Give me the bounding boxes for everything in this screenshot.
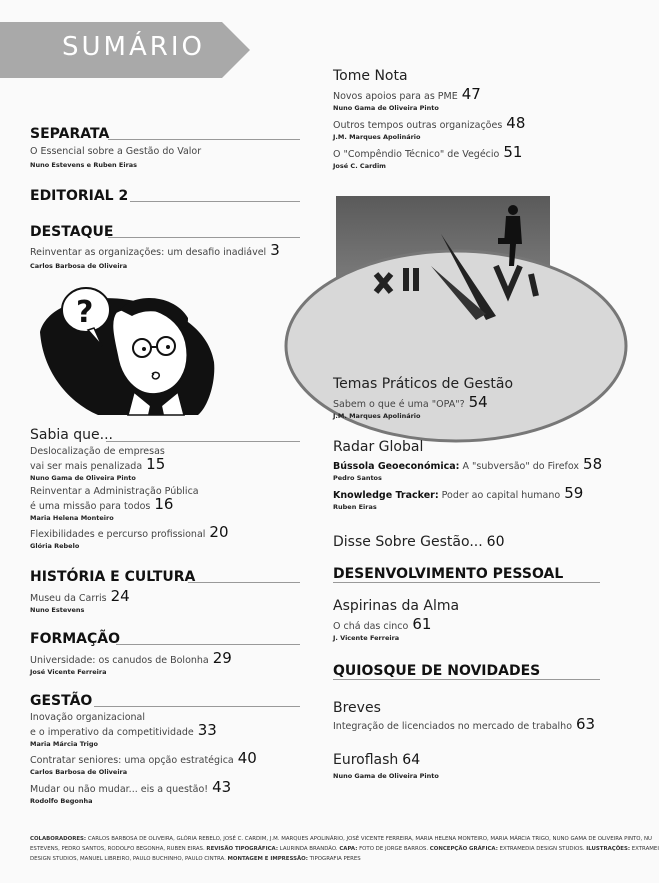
- article-line: [30, 749, 257, 767]
- page-number: 60: [486, 534, 505, 550]
- article-author: Rodolfo Begonha: [30, 797, 93, 805]
- article-title: Deslocalização de empresas: [30, 446, 165, 457]
- section-heading-aspirinas: Aspirinas da Alma: [333, 598, 460, 614]
- article-title: Reinventar as organizações: um desafio inadiável: [30, 247, 267, 258]
- article-author: Maria Helena Monteiro: [30, 514, 114, 522]
- page-number: 58: [583, 455, 603, 473]
- page-number: 48: [506, 114, 526, 132]
- page-number: 16: [154, 495, 174, 513]
- section-heading-separata: SEPARATA: [30, 126, 110, 142]
- rule: [108, 237, 300, 238]
- article-title: O Essencial sobre a Gestão do Valor: [30, 146, 202, 157]
- clock-businessman-photo: [336, 196, 550, 362]
- article-title: Contratar seniores: uma opção estratégica: [30, 755, 234, 766]
- article-author: Carlos Barbosa de Oliveira: [30, 262, 128, 270]
- section-heading-breves: Breves: [333, 700, 381, 716]
- article-line: [30, 495, 174, 513]
- article-author: J.M. Marques Apolinário: [333, 412, 421, 420]
- rule: [94, 706, 300, 707]
- page-number: 43: [212, 778, 232, 796]
- page-number: 59: [564, 484, 584, 502]
- article-author: José C. Cardim: [333, 162, 386, 170]
- article-line: [30, 523, 229, 541]
- article-author: J.M. Marques Apolinário: [333, 133, 421, 141]
- article-line: [30, 455, 166, 473]
- section-heading-formacao: FORMAÇÃO: [30, 631, 121, 647]
- article-author: Nuno Estevens e Ruben Eiras: [30, 161, 138, 169]
- article-line: [30, 649, 232, 667]
- article-author: Nuno Gama de Oliveira Pinto: [30, 474, 136, 482]
- article-line: [333, 393, 488, 411]
- rule: [108, 139, 300, 140]
- article-line: [30, 587, 130, 605]
- article-title: A "subversão" do Firefox: [459, 461, 580, 472]
- section-heading-euroflash: [333, 752, 420, 768]
- page-number: 51: [503, 143, 523, 161]
- article-title: Reinventar a Administração Pública: [30, 486, 199, 497]
- section-heading-gestao: GESTÃO: [30, 693, 93, 709]
- article-author: Glória Rebelo: [30, 542, 80, 550]
- article-title: Universidade: os canudos de Bolonha: [30, 655, 209, 666]
- article-title: O chá das cinco: [333, 621, 409, 632]
- column-name: Bússola Geoeconómica:: [333, 461, 460, 472]
- article-line: [30, 778, 232, 796]
- article-line: [333, 715, 596, 733]
- article-author: Maria Márcia Trigo: [30, 740, 98, 748]
- article-author: J. Vicente Ferreira: [333, 634, 400, 642]
- section-heading-tome-nota: Tome Nota: [333, 68, 408, 84]
- article-title: Museu da Carris: [30, 593, 107, 604]
- article-author: Nuno Gama de Oliveira Pinto: [333, 104, 439, 112]
- article-author: Nuno Gama de Oliveira Pinto: [333, 772, 439, 780]
- section-heading-editorial: EDITORIAL 2: [30, 188, 129, 204]
- article-title: Novos apoios para as PME: [333, 91, 458, 102]
- cartoon-illustration: [38, 282, 218, 417]
- page-number: 15: [146, 455, 166, 473]
- page-number: 47: [461, 85, 481, 103]
- page-number: 20: [209, 523, 229, 541]
- article-line: [333, 615, 432, 633]
- rule: [333, 582, 600, 583]
- article-title: e o imperativo da competitividade: [30, 727, 194, 738]
- article-title: O "Compêndio Técnico" de Vegécio: [333, 149, 500, 160]
- section-heading-disse: [333, 534, 505, 550]
- article-title: Outros tempos outras organizações: [333, 120, 503, 131]
- article-author: Ruben Eiras: [333, 503, 377, 511]
- page-number: 33: [197, 721, 217, 739]
- article-line: [333, 85, 481, 103]
- article-title: Mudar ou não mudar... eis a questão!: [30, 784, 209, 795]
- page-number: 54: [468, 393, 488, 411]
- article-line: [30, 721, 217, 739]
- credits-line-2: ESTEVENS, PEDRO SANTOS, RODOLFO BEGONHA, RUBEN EIRAS. REVISÃO TIPOGRÁFICA: LAURINDA BRANDÃO. CAPA: FOTO DE JORGE BARROS. CONCEPÇÃO GRÁFICA: EXTRAMEDIA DESIGN STUDIOS. ILUSTRAÇÕES: EXTRAMEI: [30, 846, 659, 852]
- article-line: [30, 241, 280, 259]
- page-number: 61: [412, 615, 432, 633]
- rule: [116, 644, 300, 645]
- euroflash-title: Euroflash: [333, 752, 399, 768]
- article-title: vai ser mais penalizada: [30, 461, 143, 472]
- article-line: [333, 455, 603, 473]
- disse-title: Disse Sobre Gestão...: [333, 534, 483, 550]
- article-title: Integração de licenciados no mercado de trabalho: [333, 721, 573, 732]
- section-heading-quiosque: QUIOSQUE DE NOVIDADES: [333, 663, 541, 679]
- column-name: Knowledge Tracker:: [333, 490, 439, 501]
- article-title: Inovação organizacional: [30, 712, 145, 723]
- page-number: 3: [270, 241, 280, 259]
- page-number: 63: [576, 715, 596, 733]
- svg-text:?: ?: [76, 295, 94, 330]
- article-author: Pedro Santos: [333, 474, 382, 482]
- section-heading-historia: HISTÓRIA E CULTURA: [30, 569, 196, 585]
- page-title: SUMÁRIO: [62, 32, 205, 62]
- page-number: 64: [402, 752, 421, 768]
- rule: [188, 582, 300, 583]
- article-line: [333, 143, 523, 161]
- credits-line-3: DESIGN STUDIOS, MANUEL LIBREIRO, PAULO BUCHINHO, PAULO CINTRA. MONTAGEM E IMPRESSÃO: TIPOGRAFIA PERES: [30, 856, 361, 862]
- article-author: Carlos Barbosa de Oliveira: [30, 768, 128, 776]
- article-title: Sabem o que é uma "OPA"?: [333, 399, 465, 410]
- section-heading-temas: Temas Práticos de Gestão: [333, 376, 514, 392]
- section-heading-radar: Radar Global: [333, 439, 424, 455]
- rule: [106, 441, 300, 442]
- section-heading-sabia: Sabia que...: [30, 427, 113, 443]
- article-title: é uma missão para todos: [30, 501, 151, 512]
- page-number: 40: [237, 749, 257, 767]
- rule: [130, 201, 300, 202]
- page-number: 29: [212, 649, 232, 667]
- article-line: [333, 114, 526, 132]
- credits-line-1: COLABORADORES: CARLOS BARBOSA DE OLIVEIRA, GLÓRIA REBELO, JOSÉ C. CARDIM, J.M. MARQUES APOLINÁRIO, JOSÉ VICENTE FERREIRA, MARIA HELENA MONTEIRO, MARIA MÁRCIA TRIGO, NUNO GAMA DE OLIVEIRA PINTO, NU: [30, 836, 652, 842]
- section-heading-desenvolvimento: DESENVOLVIMENTO PESSOAL: [333, 566, 564, 582]
- article-title: Poder ao capital humano: [438, 490, 561, 501]
- article-title: Flexibilidades e percurso profissional: [30, 529, 206, 540]
- article-author: Nuno Estevens: [30, 606, 85, 614]
- article-line: [333, 484, 584, 502]
- section-heading-destaque: DESTAQUE: [30, 224, 114, 240]
- page-number: 24: [110, 587, 130, 605]
- rule: [333, 679, 600, 680]
- article-author: José Vicente Ferreira: [30, 668, 107, 676]
